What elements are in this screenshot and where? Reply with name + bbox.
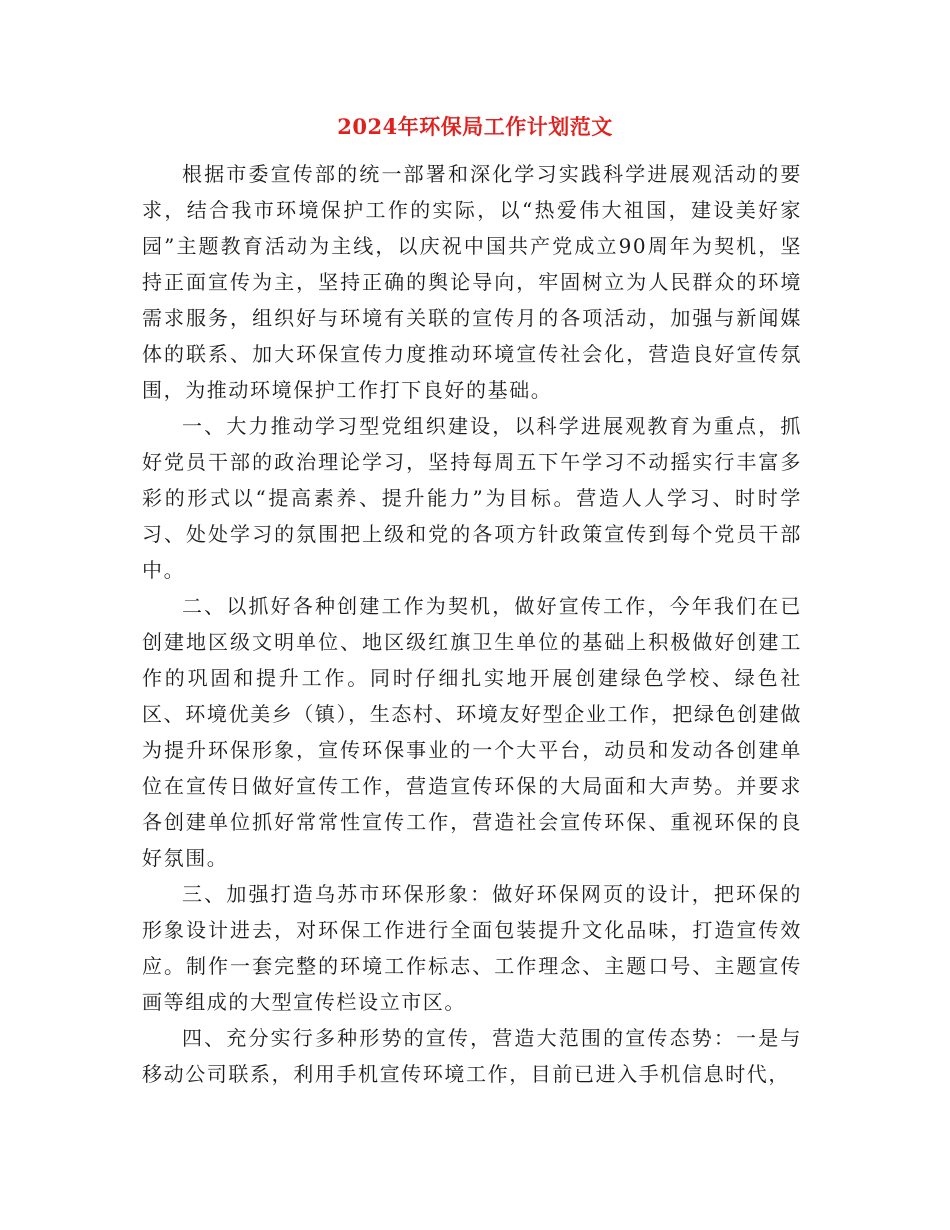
paragraph-intro: 根据市委宣传部的统一部署和深化学习实践科学进展观活动的要求，结合我市环境保护工作的实际，以“热爱伟大祖国，建设美好家园”主题教育活动为主线，以庆祝中国共产党成立90周年为契机，坚持正面宣传为主，坚持正确的舆论导向，牢固树立为人民群众的环境需求服务，组织好与环境有关联的宣传月的各项活动，加强与新闻媒体的联系、加大环保宣传力度推动环境宣传社会化，营造良好宣传氛围，为推动环境保护工作打下良好的基础。 — [142, 162, 802, 402]
document-title: 2024年环保局工作计划范文 — [337, 114, 613, 139]
paragraph-item-4: 四、充分实行多种形势的宣传，营造大范围的宣传态势：一是与移动公司联系，利用手机宣传环境工作，目前已进入手机信息时代， — [142, 1026, 802, 1086]
paragraph-item-2: 二、以抓好各种创建工作为契机，做好宣传工作，今年我们在已创建地区级文明单位、地区级红旗卫生单位的基础上积极做好创建工作的巩固和提升工作。同时仔细扎实地开展创建绿色学校、绿色社区、环境优美乡（镇），生态村、环境友好型企业工作，把绿色创建做为提升环保形象，宣传环保事业的一个大平台，动员和发动各创建单位在宣传日做好宣传工作，营造宣传环保的大局面和大声势。并要求各创建单位抓好常常性宣传工作，营造社会宣传环保、重视环保的良好氛围。 — [142, 594, 802, 870]
paragraph-item-1: 一、大力推动学习型党组织建设，以科学进展观教育为重点，抓好党员干部的政治理论学习，坚持每周五下午学习不动摇实行丰富多彩的形式以“提高素养、提升能力”为目标。营造人人学习、时时学习、处处学习的氛围把上级和党的各项方针政策宣传到每个党员干部中。 — [142, 414, 802, 582]
paragraph-item-3: 三、加强打造乌苏市环保形象：做好环保网页的设计，把环保的形象设计进去，对环保工作进行全面包装提升文化品味，打造宣传效应。制作一套完整的环境工作标志、工作理念、主题口号、主题宣传画等组成的大型宣传栏设立市区。 — [142, 882, 802, 1014]
document-body — [142, 156, 802, 1092]
